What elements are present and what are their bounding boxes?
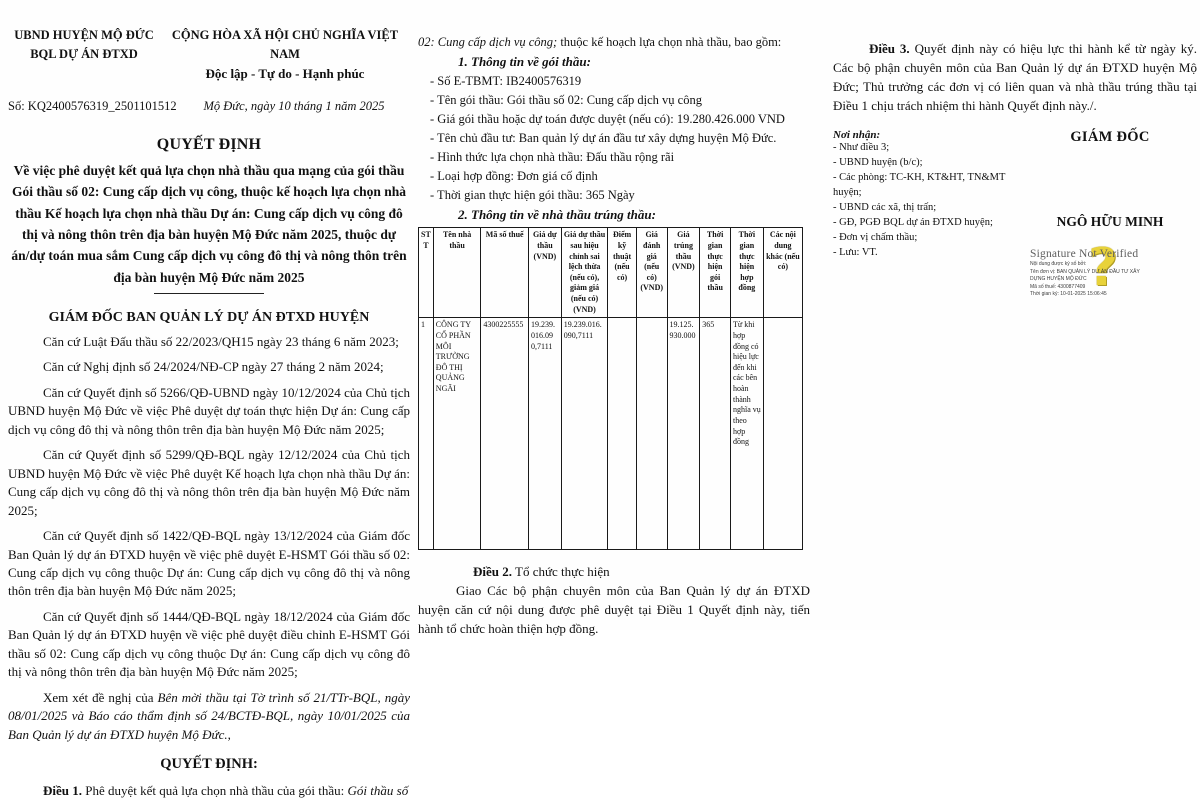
- org-name-line2: BQL DỰ ÁN ĐTXD: [30, 46, 138, 61]
- signer-name: NGÔ HỮU MINH: [1056, 214, 1164, 230]
- table-header-row: [419, 228, 803, 318]
- section-2-heading: 2. Thông tin về nhà thầu trúng thầu:: [458, 207, 656, 223]
- document-column-2: [418, 34, 810, 639]
- recital-1: Căn cứ Luật Đấu thầu số 22/2023/QH15 ngày 23 tháng 6 năm 2023;: [43, 333, 399, 349]
- signature-detail-line: Tên đơn vị: BAN QUẢN LÝ DỰ ÁN ĐẦU TƯ XÂY DỰNG HUYỆN MỘ ĐỨC: [1030, 269, 1140, 282]
- recital-6: Căn cứ Quyết định số 1444/QĐ-BQL ngày 18/12/2024 của Giám đốc Ban Quản lý dự án ĐTXD huyện về việc phê duyệt điều chỉnh E-HSMT Gói thầu số 02: Cung cấp dịch vụ công thuộc Dự án: Cung cấp dịch vụ công đô thị và nông thôn trên địa bàn huyện Mộ Đức năm 2025;: [8, 608, 410, 680]
- col-header-other: Các nội dung khác (nếu có): [763, 228, 802, 318]
- article-3-body: Quyết định này có hiệu lực thi hành kể từ ngày ký. Các bộ phận chuyên môn của Ban Quản lý dự án ĐTXD huyện Mộ Đức; Thủ trưởng các đơn vị có liên quan và nhà thầu trúng thầu tại Điều 1 chịu trách nhiệm thi hành Quyết định này./.: [833, 41, 1197, 113]
- article-2-heading: [473, 564, 810, 580]
- authority-line: GIÁM ĐỐC BAN QUẢN LÝ DỰ ÁN ĐTXD HUYỆN: [48, 309, 370, 325]
- recital-5: Căn cứ Quyết định số 1422/QĐ-BQL ngày 13/12/2024 của Giám đốc Ban Quản lý dự án ĐTXD huyện về việc phê duyệt E-HSMT Gói thầu số 02: Cung cấp dịch vụ công thuộc Dự án: Cung cấp dịch vụ công đô thị và nông thôn trên địa bàn huyện Mộ Đức năm 2025;: [8, 528, 410, 599]
- recital-3: Căn cứ Quyết định số 5266/QĐ-UBND ngày 10/12/2024 của Chủ tịch UBND huyện Mộ Đức về việc Phê duyệt dự toán thực hiện Dự án: Cung cấp dịch vụ công đô thị và nông thôn trên địa bàn huyện Mộ Đức năm 2025;: [8, 384, 410, 437]
- recipient-item: - UBND huyện (b/c);: [833, 157, 923, 169]
- national-title: CỘNG HÒA XÃ HỘI CHỦ NGHĨA VIỆT NAM: [171, 28, 399, 61]
- continuation-italic: 02: Cung cấp dịch vụ công;: [418, 35, 558, 49]
- doc-title: QUYẾT ĐỊNH: [156, 136, 262, 153]
- cell-other: [763, 318, 802, 550]
- org-name-line1: UBND HUYỆN MỘ ĐỨC: [14, 28, 154, 42]
- package-info-item: - Thời gian thực hiện gói thầu: 365 Ngày: [430, 187, 635, 202]
- package-info-item: - Tên gói thầu: Gói thầu số 02: Cung cấp dịch vụ công: [430, 92, 702, 107]
- section-1-heading: 1. Thông tin về gói thầu:: [458, 54, 591, 70]
- signature-question-icon: ?: [1088, 238, 1119, 299]
- article-2-title: Tổ chức thực hiện: [512, 564, 610, 580]
- table-row: [419, 318, 803, 550]
- package-info-item: - Loại hợp đồng: Đơn giá cố định: [430, 168, 598, 183]
- col-header-bid-price-corrected: Giá dự thầu sau hiệu chỉnh sai lệch thừa (nếu có), giảm giá (nếu có) (VND): [561, 228, 608, 318]
- subject-divider: [154, 293, 264, 294]
- document-header: [8, 26, 410, 83]
- signature-status-text: Signature Not Verified: [1030, 248, 1139, 261]
- recipient-item: - Đơn vị chấm thầu;: [833, 231, 918, 243]
- cell-stt: 1: [419, 318, 434, 550]
- col-header-stt: STT: [419, 228, 434, 318]
- doc-meta-row: [8, 99, 410, 114]
- cell-technical-score: [608, 318, 637, 550]
- cell-tax-code: 4300225555: [481, 318, 529, 550]
- continuation-rest: thuộc kế hoạch lựa chọn nhà thầu, bao gồm:: [557, 35, 782, 49]
- cell-contractor: CÔNG TY CỔ PHẦN MÔI TRƯỜNG ĐÔ THỊ QUẢNG NGÃI: [433, 318, 481, 550]
- national-motto: Độc lập - Tự do - Hạnh phúc: [205, 65, 365, 81]
- document-column-3: [833, 40, 1197, 298]
- col-header-technical-score: Điểm kỹ thuật (nếu có): [608, 228, 637, 318]
- col-header-contractor: Tên nhà thầu: [433, 228, 481, 318]
- article-3-label: Điều 3.: [869, 41, 910, 56]
- decision-heading: QUYẾT ĐỊNH:: [160, 756, 258, 773]
- article-3: [833, 40, 1197, 115]
- package-info-item: - Hình thức lựa chọn nhà thầu: Đấu thầu rộng rãi: [430, 149, 675, 164]
- col-header-bid-price: Giá dự thầu (VND): [528, 228, 561, 318]
- recipient-item: - Như điều 3;: [833, 142, 890, 154]
- national-header-block: [160, 26, 410, 83]
- recital-review: [8, 689, 410, 744]
- recital-2: Căn cứ Nghị định số 24/2024/NĐ-CP ngày 27 tháng 2 năm 2024;: [43, 359, 384, 375]
- article-1-text: Phê duyệt kết quả lựa chọn nhà thầu của gói thầu:: [82, 783, 348, 799]
- article-2: [418, 564, 810, 639]
- signature-detail-line: Mã số thuế: 4300877409: [1030, 283, 1086, 290]
- package-info-item: - Số E-TBMT: IB2400576319: [430, 73, 582, 88]
- issuing-org-block: [8, 26, 160, 83]
- cell-bid-price-corrected: 19.239.016.090,7111: [561, 318, 608, 550]
- col-header-tax-code: Mã số thuế: [481, 228, 529, 318]
- col-header-winning-price: Giá trúng thầu (VND): [667, 228, 700, 318]
- review-prefix: Xem xét đề nghị của: [43, 689, 158, 705]
- doc-subject: Về việc phê duyệt kết quả lựa chọn nhà thầu qua mạng của gói thầu Gói thầu số 02: Cung cấp dịch vụ công, thuộc kế hoạch lựa chọn nhà thầu Kế hoạch lựa chọn nhà thầu Dự án: Cung cấp dịch vụ công đô thị và nông thôn trên địa bàn huyện Mộ Đức năm 2025, thuộc dự án/dự toán mua sắm Cung cấp dịch vụ công đô thị và nông thôn trên địa bàn huyện Mộ Đức năm 2025: [11, 163, 407, 285]
- winning-contractor-table: [418, 227, 803, 550]
- article-2-body: Giao Các bộ phận chuyên môn của Ban Quản lý dự án ĐTXD huyện căn cứ nội dung được phê duyệt tại Điều 1 Quyết định này, tiến hành tổ chức hoàn thiện hợp đồng.: [418, 583, 810, 636]
- cell-bid-price: 19.239.016.090,7111: [528, 318, 561, 550]
- signer-block: [1023, 129, 1197, 298]
- article-2-label: Điều 2.: [473, 564, 512, 580]
- cell-contract-duration: Từ khi hợp đồng có hiệu lực đến khi các bên hoàn thành nghĩa vụ theo hợp đồng: [730, 318, 763, 550]
- doc-number: Số: KQ2400576319_2501101512: [8, 99, 177, 113]
- continuation-line: [418, 34, 810, 50]
- cell-winning-price: 19.125.930.000: [667, 318, 700, 550]
- document-column-1: [8, 26, 410, 800]
- article-1-label: Điều 1.: [43, 783, 82, 799]
- digital-signature-stamp: [1030, 238, 1190, 299]
- col-header-contract-duration: Thời gian thực hiện hợp đồng: [730, 228, 763, 318]
- recipient-item: - UBND các xã, thị trấn;: [833, 202, 937, 213]
- article-1: [8, 782, 410, 800]
- signature-detail-line: Thời gian ký: 10-01-2025 15:06:45: [1030, 291, 1107, 298]
- package-info-item: - Tên chủ đầu tư: Ban quản lý dự án đầu tư xây dựng huyện Mộ Đức.: [430, 130, 777, 145]
- recipient-item: - Lưu: VT.: [833, 246, 878, 258]
- review-italic: Bên mời thầu tại Tờ trình số 21/TTr-BQL, ngày 08/01/2025 và Báo cáo thẩm định số 24/BCTĐ-BQL, ngày 10/01/2025 của Ban Quản lý dự án ĐTXD huyện Mộ Đức.,: [8, 689, 411, 742]
- recipients-block: [833, 129, 1023, 298]
- cell-package-duration: 365: [700, 318, 731, 550]
- article-1-italic: Gói thầu số: [347, 783, 409, 799]
- col-header-evaluated-price: Giá đánh giá (nếu có) (VND): [636, 228, 667, 318]
- signature-footer: [833, 129, 1197, 298]
- recipient-item: - GĐ, PGĐ BQL dự án ĐTXD huyện;: [833, 216, 993, 228]
- signer-title: GIÁM ĐỐC: [1070, 129, 1150, 146]
- signature-detail-line: Nội dung được ký số bởi:: [1030, 261, 1087, 268]
- col-header-package-duration: Thời gian thực hiện gói thầu: [700, 228, 731, 318]
- recipients-heading: Nơi nhận:: [833, 129, 881, 142]
- recipient-item: - Các phòng: TC-KH, KT&HT, TN&MT huyện;: [833, 172, 1006, 199]
- place-date: Mộ Đức, ngày 10 tháng 1 năm 2025: [203, 99, 385, 113]
- package-info-item: - Giá gói thầu hoặc dự toán được duyệt (nếu có): 19.280.426.000 VND: [430, 111, 785, 126]
- recital-4: Căn cứ Quyết định số 5299/QĐ-BQL ngày 12/12/2024 của Chủ tịch UBND huyện Mộ Đức về việc Phê duyệt Kế hoạch lựa chọn nhà thầu Dự án: Cung cấp dịch vụ công đô thị và nông thôn trên địa bàn huyện Mộ Đức năm 2025;: [8, 447, 410, 518]
- cell-evaluated-price: [636, 318, 667, 550]
